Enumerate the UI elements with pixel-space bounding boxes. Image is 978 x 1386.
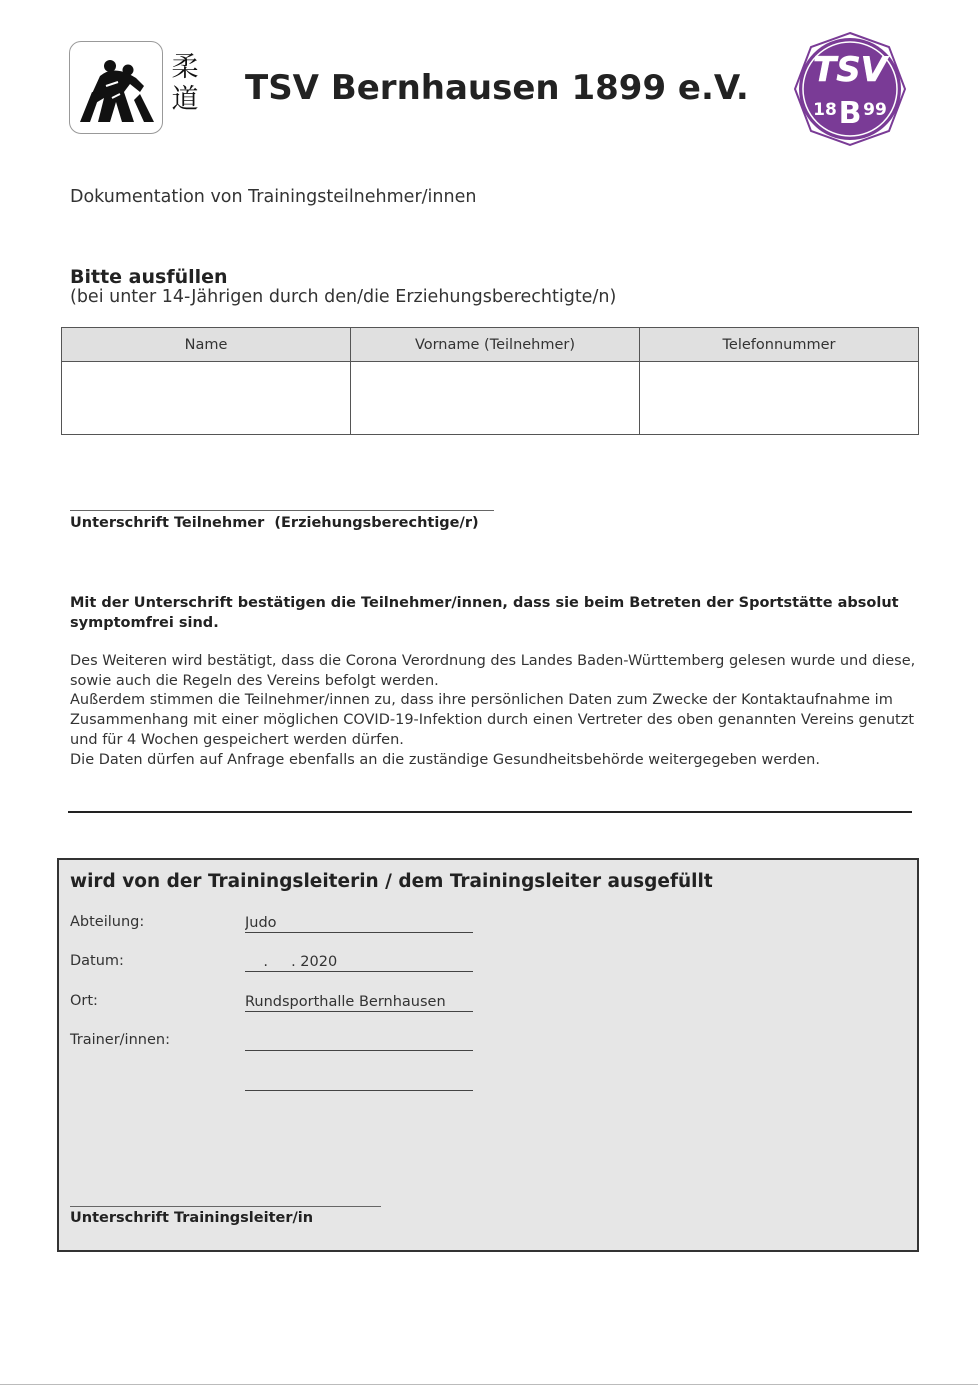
fill-note: (bei unter 14-Jährigen durch den/die Erziehungsberechtigte/n) bbox=[70, 287, 617, 307]
page-edge bbox=[0, 1384, 978, 1385]
participant-signature-label: Unterschrift Teilnehmer (Erziehungsberechtige/r) bbox=[70, 515, 479, 531]
column-header-first-name: Vorname (Teilnehmer) bbox=[351, 328, 640, 362]
column-header-phone: Telefonnummer bbox=[640, 328, 919, 362]
date-field[interactable]: . . 2020 bbox=[245, 953, 473, 972]
tsv-emblem-icon bbox=[793, 31, 907, 147]
trainer-signature-label: Unterschrift Trainingsleiter/in bbox=[70, 1210, 314, 1226]
participant-signature-line[interactable] bbox=[70, 510, 494, 511]
consent-paragraph: Die Daten dürfen auf Anfrage ebenfalls an die zuständige Gesundheitsbehörde weitergegeben werden. bbox=[70, 751, 820, 768]
first-name-cell[interactable] bbox=[351, 362, 640, 435]
confirmation-statement: Mit der Unterschrift bestätigen die Teilnehmer/innen, dass sie beim Betreten der Sportstätte absolut symptomfrei sind. bbox=[70, 595, 899, 631]
consent-text bbox=[70, 652, 920, 770]
trainer-field-2[interactable] bbox=[245, 1072, 473, 1091]
tsv-logo-letters: TSV bbox=[813, 50, 887, 90]
consent-paragraph: Außerdem stimmen die Teilnehmer/innen zu, dass ihre persönlichen Daten zum Zwecke der Kontaktaufnahme im Zusammenhang mit einer möglichen COVID-19-Infektion durch einen Vertreter des oben genannten Vereins genutzt und für 4 Wochen gespeichert werden dürfen. bbox=[70, 692, 915, 748]
tsv-logo-left-digits: 18 bbox=[813, 100, 837, 120]
judo-logo bbox=[69, 41, 163, 134]
tsv-logo-center-letter: B bbox=[838, 96, 862, 131]
phone-cell[interactable] bbox=[640, 362, 919, 435]
trainers-label: Trainer/innen: bbox=[70, 1032, 170, 1048]
judo-throw-icon bbox=[70, 42, 162, 133]
date-label: Datum: bbox=[70, 953, 124, 969]
consent-paragraph: Des Weiteren wird bestätigt, dass die Corona Verordnung des Landes Baden-Württemberg gelesen wurde und diese, sowie auch die Regeln des Vereins befolgt werden. bbox=[70, 653, 916, 689]
trainer-section-heading: wird von der Trainingsleiterin / dem Trainingsleiter ausgefüllt bbox=[70, 871, 713, 892]
club-title: TSV Bernhausen 1899 e.V. bbox=[245, 68, 749, 108]
tsv-logo-right-digits: 99 bbox=[863, 100, 887, 120]
location-label: Ort: bbox=[70, 993, 98, 1009]
trainer-section bbox=[57, 858, 919, 1252]
section-divider bbox=[68, 811, 912, 813]
column-header-name: Name bbox=[62, 328, 351, 362]
trainer-signature-line[interactable] bbox=[70, 1206, 381, 1207]
fill-heading: Bitte ausfüllen bbox=[70, 266, 228, 288]
department-field[interactable]: Judo bbox=[245, 914, 473, 933]
location-field[interactable]: Rundsporthalle Bernhausen bbox=[245, 993, 473, 1012]
trainer-field-1[interactable] bbox=[245, 1032, 473, 1051]
participant-table bbox=[61, 327, 919, 435]
department-label: Abteilung: bbox=[70, 914, 145, 930]
table-row bbox=[62, 362, 919, 435]
document-subtitle: Dokumentation von Trainingsteilnehmer/innen bbox=[70, 187, 477, 207]
table-header-row bbox=[62, 328, 919, 362]
judo-kanji: 柔道 bbox=[171, 52, 199, 115]
tsv-logo bbox=[793, 31, 907, 147]
name-cell[interactable] bbox=[62, 362, 351, 435]
